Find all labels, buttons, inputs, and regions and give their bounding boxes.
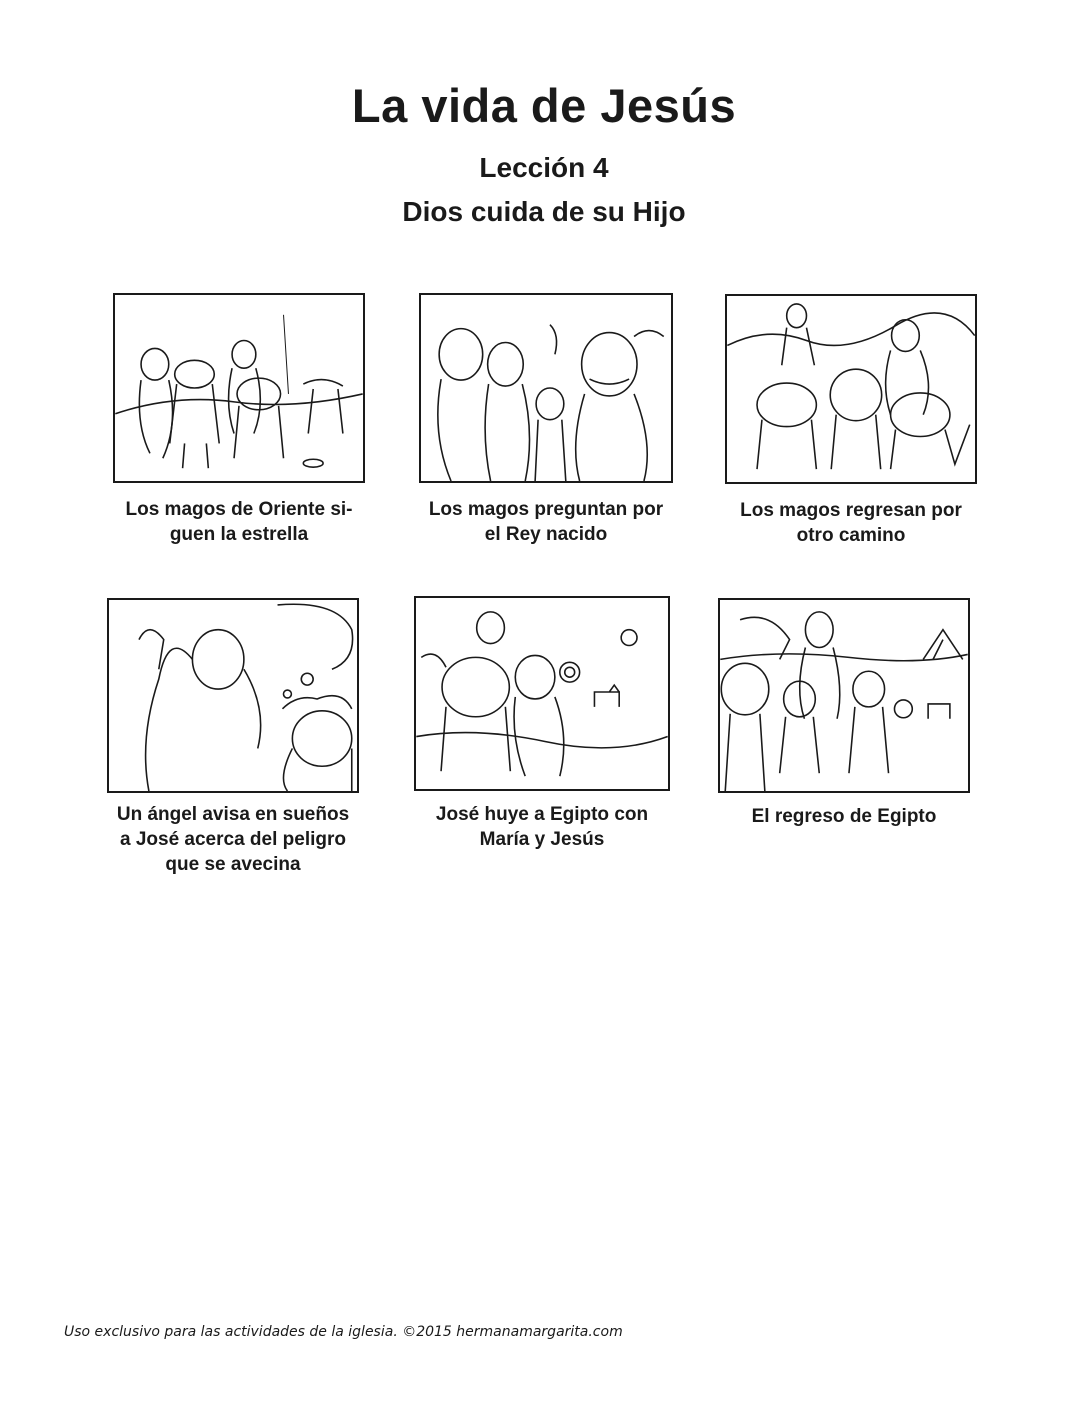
panel-caption-4: Un ángel avisa en sueños a José acerca del peligro que se avecina — [116, 804, 350, 875]
copyright-footer: Uso exclusivo para las actividades de la iglesia. ©2015 hermanamargarita.com — [64, 1324, 623, 1340]
angel-dream-illustration — [107, 598, 359, 793]
lesson-title: Dios cuida de su Hijo — [402, 196, 686, 227]
return-from-egypt-illustration — [718, 598, 970, 793]
panel-caption-2: Los magos preguntan por el Rey nacido — [428, 499, 664, 545]
flight-to-egypt-illustration — [414, 596, 670, 791]
panel-caption-5: José huye a Egipto con María y Jesús — [435, 804, 649, 850]
magi-camels-illustration — [113, 293, 365, 483]
panel-caption-6: El regreso de Egipto — [751, 806, 937, 827]
panel-caption-3: Los magos regresan por otro camino — [740, 500, 962, 546]
page-title: La vida de Jesús — [351, 79, 737, 132]
panel-caption-1: Los magos de Oriente si- guen la estrella — [125, 499, 353, 545]
magi-asking-illustration — [419, 293, 673, 483]
lesson-number: Lección 4 — [479, 152, 609, 183]
magi-returning-illustration — [725, 294, 977, 484]
